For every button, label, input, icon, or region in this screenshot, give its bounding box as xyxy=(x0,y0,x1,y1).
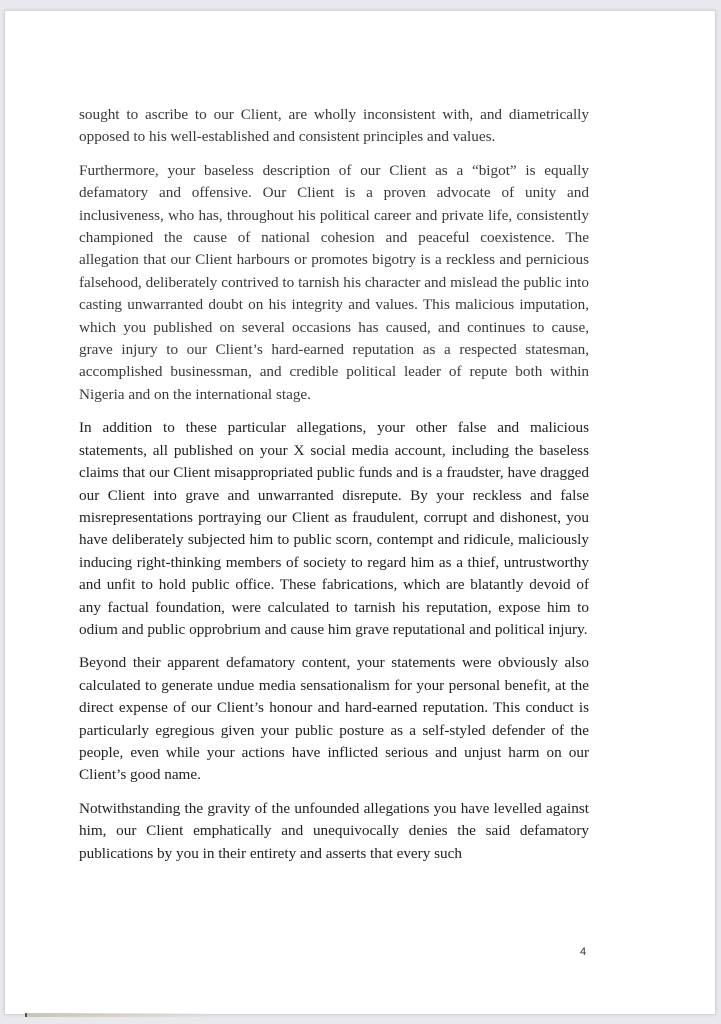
paragraph-media-sensationalism: Beyond their apparent defamatory content, your statements were obviously also calculated to generate undue media sensationalism for your personal benefit, at the direct expense of our Client’s honour and hard-earned reputation. This conduct is particularly egregious given your public posture as a self-styled defender of the people, even while your actions have inflicted serious and unjust harm on our Client’s good name. xyxy=(79,654,589,784)
paragraph-other-allegations: In addition to these particular allegations, your other false and malicious statements, all published on your X social media account, including the baseless claims that our Client misappropriated public funds and is a fraudster, have dragged our Client into grave and unwarranted disrepute. By your reckless and false misrepresentations portraying our Client as fraudulent, corrupt and dishonest, you have deliberately subjected him to public scorn, contempt and ridicule, maliciously inducing right-thinking members of society to regard him as a thief, untrustworthy and unfit to hold public office. These fabrications, which are blatantly devoid of any factual foundation, were calculated to tarnish his reputation, expose him to odium and public opprobrium and cause him grave reputational and political injury. xyxy=(79,419,589,638)
scan-edge-artifact xyxy=(25,1013,207,1017)
page-number: 4 xyxy=(580,946,587,958)
paragraph-denial: Notwithstanding the gravity of the unfounded allegations you have levelled against him, our Client emphatically and unequivocally denies the said defamatory publications by you in their entirety and asserts that every such xyxy=(79,799,589,862)
letter-body xyxy=(79,104,589,876)
document-page xyxy=(4,10,716,1015)
paragraph-bigot-allegation: Furthermore, your baseless description of our Client as a “bigot” is equally defamatory and offensive. Our Client is a proven advocate of unity and inclusiveness, who has, throughout his political career and private life, consistently championed the cause of national cohesion and peaceful coexistence. The allegation that our Client harbours or promotes bigotry is a reckless and pernicious falsehood, deliberately contrived to tarnish his character and mislead the public into casting unwarranted doubt on his integrity and values. This malicious imputation, which you published on several occasions has caused, and continues to cause, grave injury to our Client’s hard-earned reputation as a respected statesman, accomplished businessman, and credible political leader of repute both within Nigeria and on the international stage. xyxy=(79,161,589,403)
paragraph-continuation: sought to ascribe to our Client, are wholly inconsistent with, and diametrically opposed to his well-established and consistent principles and values. xyxy=(79,106,589,146)
